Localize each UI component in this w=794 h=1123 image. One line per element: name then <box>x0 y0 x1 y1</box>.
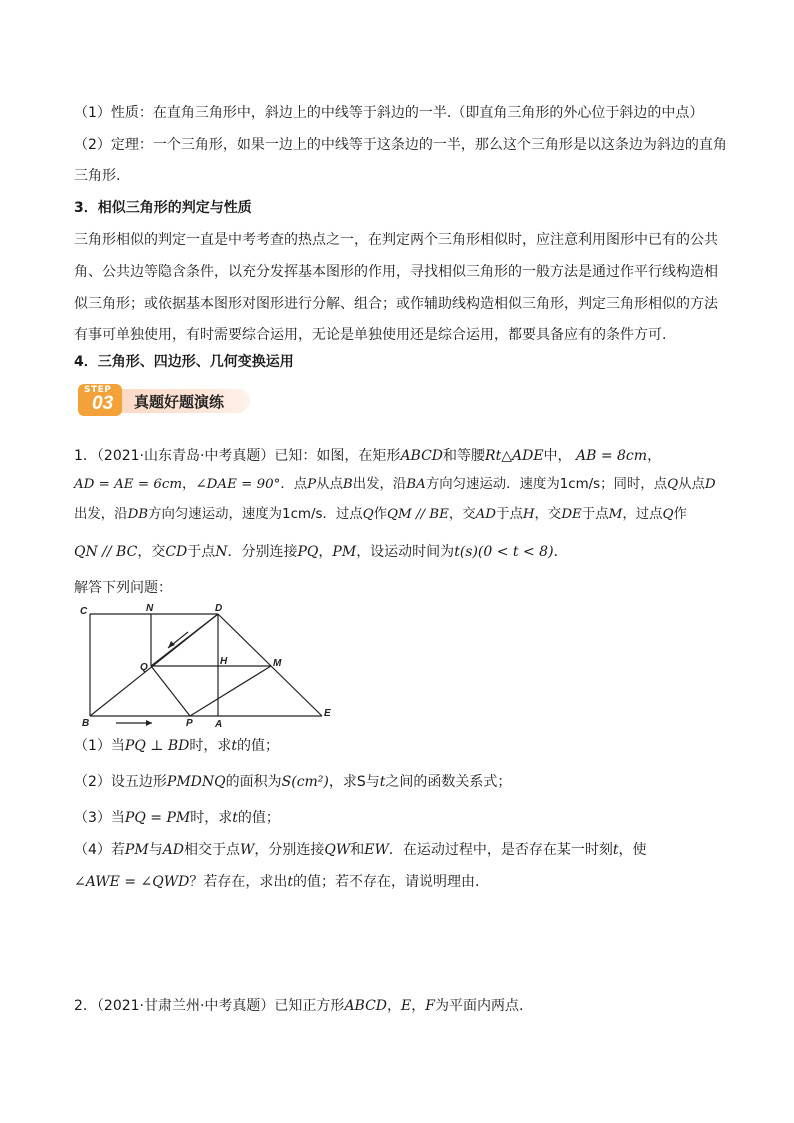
geometry-figure <box>70 602 340 732</box>
q1-text: ，设运动时间为 <box>356 544 455 560</box>
section-4-heading: 4．三角形、四边形、几何变换运用 <box>74 354 294 370</box>
q1-text: ．点 <box>280 477 308 492</box>
theorem-line <box>74 135 734 155</box>
q1-text: ． <box>553 544 568 560</box>
q1-math: DB <box>127 507 149 522</box>
step-word: STEP <box>84 385 112 395</box>
q1-math: ABCD <box>400 448 444 464</box>
q1-math: W <box>240 842 255 858</box>
q1-text: 和 <box>350 842 365 858</box>
segment-pq <box>151 666 190 716</box>
q1-text: ？若存在，求出 <box>189 874 288 890</box>
q1-text: ， <box>318 544 333 560</box>
arrow-db-head <box>168 641 175 648</box>
q1-text: （1）当 <box>74 738 125 754</box>
q1-line-2 <box>74 475 734 495</box>
q1-math: BA <box>406 477 426 492</box>
q1-text: 于点 <box>187 544 216 560</box>
segment-de <box>218 614 322 716</box>
q1-math: Q <box>662 507 674 522</box>
q2-math: ABCD <box>344 998 388 1014</box>
q1-text: 的面积为 <box>225 774 282 790</box>
section-3-heading: 3．相似三角形的判定与性质 <box>74 200 252 216</box>
q1-math: DE <box>561 507 582 522</box>
label-p: P <box>186 718 193 728</box>
property-text: （1）性质：在直角三角形中，斜边上的中线等于斜边的一半.（即直角三角形的外心位于斜边的中点） <box>74 105 704 121</box>
label-a: A <box>215 719 223 728</box>
q1-math: t <box>232 810 238 826</box>
q1-math: QN // BC <box>74 544 138 560</box>
property-line <box>74 103 734 123</box>
q1-math: Q <box>667 477 679 492</box>
q1-text: 与 <box>148 842 163 858</box>
q1-math: PM <box>124 842 149 858</box>
q1-text: 相交于点 <box>184 842 241 858</box>
q2-text: ， <box>387 998 402 1014</box>
q1-math: B <box>342 477 353 492</box>
q1-math: S(cm²) <box>281 774 329 790</box>
q1-math: PM <box>332 544 357 560</box>
q1-math: AB = 8cm <box>576 448 648 464</box>
theorem-line-cont <box>74 166 734 186</box>
q1-text: ．过点 <box>322 507 363 522</box>
q1-text: 作 <box>373 507 388 522</box>
q1-math: AD <box>162 842 185 858</box>
q1-text: 时，求 <box>190 810 233 826</box>
label-c: C <box>80 606 88 617</box>
q1-math: PQ ⊥ BD <box>124 738 190 754</box>
q1-text: （2）设五边形 <box>74 774 167 790</box>
q1-text: 1．（2021·山东青岛·中考真题）已知：如图，在矩形 <box>74 448 401 464</box>
q1-sub-4 <box>74 840 734 860</box>
q1-intro: 解答下列问题： <box>74 580 172 596</box>
q2-math: E <box>401 998 412 1014</box>
q1-text: 的值； <box>237 810 280 826</box>
q1-line-3 <box>74 505 734 525</box>
q1-math: t <box>379 774 386 790</box>
q1-line-4 <box>74 542 734 562</box>
q1-text: 作 <box>673 507 687 522</box>
q1-text: 中， <box>543 448 572 464</box>
q1-text: ，过点 <box>622 507 663 522</box>
q1-text: 出发，沿 <box>74 507 128 522</box>
label-h: H <box>220 656 228 667</box>
label-b: B <box>82 718 90 728</box>
q1-text: ，分别连接 <box>254 842 325 858</box>
q1-text: 方向匀速运动，速度为 <box>148 507 283 522</box>
q1-text: 和等腰 <box>443 448 486 464</box>
q1-math: EW <box>364 842 389 858</box>
q1-text: ， <box>182 477 196 492</box>
q1-math: t <box>287 874 293 890</box>
q1-text: ，使 <box>618 842 647 858</box>
q2-text: ， <box>411 998 426 1014</box>
q1-math: QM // BE <box>387 507 449 522</box>
q1-text: ，交 <box>137 544 166 560</box>
q1-math: P <box>307 477 317 492</box>
q2-text: 2．（2021·甘肃兰州·中考真题）已知正方形 <box>74 998 345 1014</box>
q1-math: PMDNQ <box>166 774 226 790</box>
q1-math: N <box>215 544 228 560</box>
q1-sub-3 <box>74 808 734 828</box>
q1-text: 的值； <box>237 738 280 754</box>
q1-text: ，交 <box>534 507 562 522</box>
q1-text: 出发，沿 <box>352 477 407 492</box>
q2-line-1 <box>74 996 734 1016</box>
q1-text: ．在运动过程中，是否存在某一时刻 <box>388 842 613 858</box>
q2-text: 为平面内两点. <box>435 998 524 1014</box>
q1-text: （3）当 <box>74 810 125 826</box>
q1-math: Q <box>362 507 374 522</box>
label-n: N <box>146 603 154 614</box>
geometry-figure-svg <box>70 602 340 728</box>
q1-math: AD <box>475 507 497 522</box>
q1-sub-2 <box>74 772 734 792</box>
q1-math: M <box>608 507 623 522</box>
q1-text: 时，求 <box>189 738 232 754</box>
q1-text: 1cm/s <box>559 477 601 492</box>
q1-sub-4-cont <box>74 872 734 892</box>
q1-math: CD <box>165 544 188 560</box>
q1-sub-1 <box>74 736 734 756</box>
q2-math: F <box>425 998 435 1014</box>
q1-text: （4）若 <box>74 842 125 858</box>
theorem-text: （2）定理：一个三角形，如果一边上的中线等于这条边的一半，那么这个三角形是以这条边为斜边的直角 <box>74 137 727 153</box>
label-e: E <box>324 708 331 719</box>
section-3-line-3: 似三角形；或依据基本图形对图形进行分解、组合；或作辅助线构造相似三角形，判定三角形相似的方法 <box>74 296 718 312</box>
q1-math: Rt△ADE <box>485 448 544 464</box>
q1-text: ．分别连接 <box>227 544 298 560</box>
step-number: 03 <box>92 393 114 414</box>
step-label: 真题好题演练 <box>134 393 225 411</box>
q1-text: 之间的函数关系式； <box>385 774 512 790</box>
q1-text: ，交 <box>448 507 476 522</box>
q1-math: H <box>522 507 535 522</box>
q1-text: 于点 <box>496 507 523 522</box>
q1-math: AD = AE = 6cm <box>74 477 183 492</box>
q1-line-1 <box>74 446 734 466</box>
label-d: D <box>215 603 223 614</box>
q1-math: ∠DAE = 90° <box>195 477 281 492</box>
q1-math: t <box>231 738 238 754</box>
segment-qd <box>151 614 218 666</box>
q1-text: 从点 <box>678 477 705 492</box>
q1-text: 1cm/s <box>282 507 323 522</box>
q1-math: t(s)(0 < t < 8) <box>454 544 554 560</box>
arrow-ba-head <box>146 720 152 726</box>
segment-pm <box>190 666 271 716</box>
q1-text: ，求S与 <box>328 774 380 790</box>
label-m: M <box>273 658 282 669</box>
theorem-text-cont: 三角形. <box>74 168 121 184</box>
q1-text: 方向匀速运动．速度为 <box>425 477 560 492</box>
q1-math: QW <box>324 842 351 858</box>
q1-text: ；同时，点 <box>600 477 668 492</box>
q1-math: D <box>704 477 716 492</box>
section-3-line-2: 角、公共边等隐含条件，以充分发挥基本图形的作用，寻找相似三角形的一般方法是通过作平行线构造相 <box>74 264 718 280</box>
q1-math: ∠AWE = ∠QWD <box>74 874 190 890</box>
label-q: Q <box>140 662 148 673</box>
q1-text: 于点 <box>581 507 609 522</box>
q1-text: 从点 <box>316 477 343 492</box>
section-3-line-1: 三角形相似的判定一直是中考考查的热点之一，在判定两个三角形相似时，应注意利用图形中已有的公共 <box>74 232 718 248</box>
q1-math: t <box>612 842 619 858</box>
q1-math: PQ <box>297 544 319 560</box>
step-badge <box>78 384 250 416</box>
q1-text: ， <box>647 448 662 464</box>
q1-math: PQ = PM <box>124 810 191 826</box>
q1-text: 的值；若不存在，请说明理由. <box>292 874 480 890</box>
section-3-line-4: 有事可单独使用，有时需要综合运用，无论是单独使用还是综合运用，都要具备应有的条件方可. <box>74 327 667 343</box>
